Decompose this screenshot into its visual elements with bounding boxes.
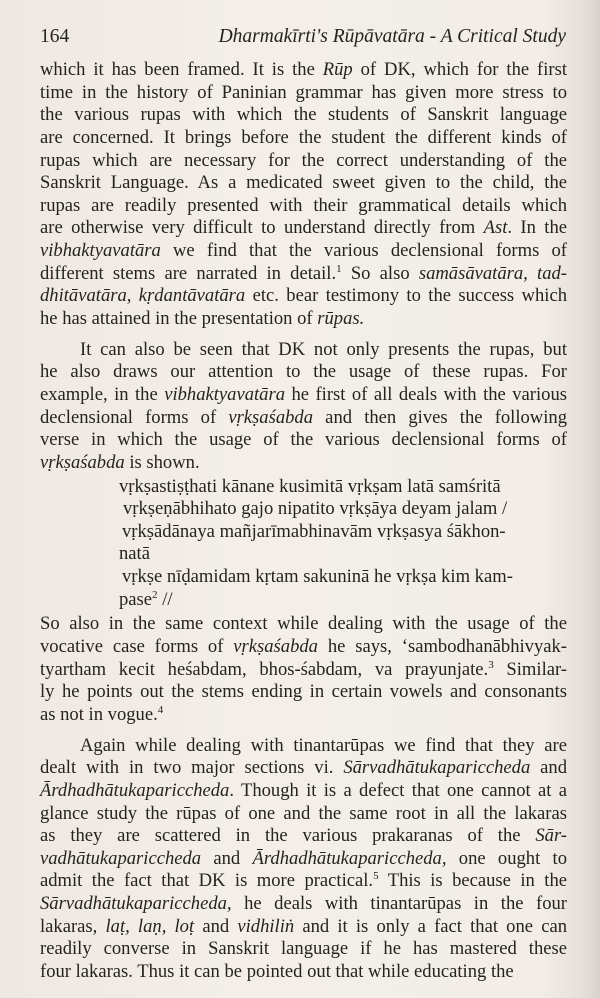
text-run: Sanskrit Language. As a medicated sweet given to the child, the: [40, 172, 567, 194]
italic-term: Rūp: [322, 59, 353, 80]
text-run: and it is only a fact that one can: [294, 915, 568, 937]
footnote-marker: 2: [152, 588, 158, 601]
italic-term: vibhaktyavatāra: [40, 240, 161, 262]
text-run: dealt with in two major sections vi.: [40, 757, 344, 779]
text-line: [40, 59, 567, 82]
footnote-marker: 3: [488, 658, 494, 671]
text-line: [40, 735, 567, 758]
text-line: [40, 848, 567, 871]
text-run: //: [157, 588, 173, 610]
italic-term: laṭ, laṇ, loṭ: [105, 915, 195, 937]
text-run: of DK, which for the first: [352, 59, 567, 80]
paragraph-3: [40, 613, 567, 726]
text-run: which it has been framed. It is the: [40, 59, 323, 80]
text-line: [40, 240, 567, 263]
text-line: [40, 704, 567, 727]
text-line: [40, 893, 567, 916]
text-line: [40, 938, 567, 961]
text-line: [40, 339, 567, 362]
text-run: the various rupas with which the students of Sanskrit language: [40, 104, 567, 126]
text-line: [40, 127, 567, 150]
footnote-marker: 4: [157, 703, 164, 716]
text-run: he has attained in the presentation of: [40, 308, 318, 330]
italic-term: vṛkṣaśabda: [40, 451, 125, 473]
italic-term: dhitāvatāra, kṛdantāvatāra: [40, 285, 246, 307]
text-line: [40, 407, 567, 430]
text-line: [40, 150, 567, 173]
text-line: [40, 384, 567, 407]
text-run: tyartham kecit heśabdam, bhos-śabdam, va prayunjate.: [40, 658, 489, 680]
verse-line: [40, 498, 567, 521]
italic-term: Sārvadhātukapariccheda,: [40, 893, 232, 915]
text-line: [40, 172, 567, 195]
text-line: [40, 613, 567, 636]
italic-term: samāsāvatāra, tad-: [418, 262, 567, 284]
text-run: and: [194, 915, 238, 937]
footnote-marker: 5: [373, 870, 379, 883]
text-line: [40, 361, 567, 384]
text-run: and: [201, 847, 253, 869]
text-run: as they are scattered in the various prakaranas of the: [40, 825, 536, 847]
text-line: [40, 82, 567, 105]
text-line: [40, 263, 567, 286]
text-run: he deals with tinantarūpas in the four: [231, 893, 567, 915]
text-run: one ought to: [446, 847, 567, 869]
text-run: are otherwise very difficult to understand directly from: [40, 217, 484, 239]
italic-term: vidhiliṅ: [237, 915, 295, 937]
text-line: [40, 681, 567, 704]
text-run: vṛkṣādānaya mañjarīmabhinavām vṛkṣasya śākhon-: [122, 520, 506, 542]
text-run: example, in the: [40, 383, 165, 405]
text-run: time in the history of Paninian grammar has given more stress to: [40, 81, 567, 103]
paragraph-2: [40, 339, 567, 475]
text-line: [40, 870, 567, 893]
text-run: is shown.: [124, 451, 200, 473]
text-run: declensional forms of: [40, 406, 229, 428]
italic-term: vadhātukapariccheda: [40, 847, 202, 869]
text-run: and: [530, 757, 568, 779]
text-run: rupas which are necessary for the correct understanding of the: [40, 149, 567, 171]
text-line: [40, 780, 567, 803]
text-run: It can also be seen that DK not only presents the rupas, but: [80, 338, 567, 360]
text-line: [40, 825, 567, 848]
text-line: [40, 452, 567, 475]
verse-line: [40, 589, 567, 612]
footnote-marker: 1: [336, 262, 342, 275]
text-run: rupas are readily presented with their grammatical details which: [40, 194, 567, 216]
text-run: and then gives the following: [313, 406, 567, 428]
text-line: [40, 285, 567, 308]
text-run: Again while dealing with tinantarūpas we find that they are: [80, 734, 567, 756]
verse-line: [40, 566, 567, 589]
text-run: glance study the rūpas of one and the same root in all the lakaras: [40, 802, 567, 824]
text-run: etc. bear testimony to the success which: [245, 285, 568, 307]
text-run: . Though it is a defect that one cannot at a: [229, 779, 567, 801]
text-line: [40, 916, 567, 939]
text-line: [40, 217, 567, 240]
text-run: . In the: [507, 217, 568, 239]
text-run: vṛkṣe nīḍamidam kṛtam sakuninā he vṛkṣa kim kam-: [122, 566, 513, 588]
verse-line: [40, 476, 567, 499]
text-line: [40, 429, 567, 452]
italic-term: vṛkṣaśabda: [228, 406, 314, 428]
italic-term: rūpas.: [317, 308, 365, 330]
italic-term: Ārdhadhātukapariccheda: [40, 779, 230, 801]
text-run: lakaras,: [40, 915, 106, 937]
text-run: pase: [119, 588, 153, 610]
text-run: are concerned. It brings before the student the different kinds of: [40, 126, 567, 148]
text-run: verse in which the usage of the various declensional forms of: [40, 429, 567, 451]
text-run: vṛkṣeṇābhihato gajo nipatito vṛkṣāya deyam jalam /: [123, 498, 508, 520]
italic-term: Sārvadhātukapariccheda: [343, 757, 531, 779]
page-body: [40, 59, 567, 984]
text-run: So also in the same context while dealing with the usage of the: [40, 613, 567, 635]
verse-line: [40, 543, 567, 566]
italic-term: Sār-: [535, 825, 567, 847]
text-run: natā: [119, 543, 150, 565]
text-run: he first of all deals with the various: [285, 383, 567, 405]
text-run: This is because in the: [378, 870, 568, 892]
text-run: So also: [341, 262, 419, 284]
text-line: [40, 308, 567, 331]
text-run: admit the fact that DK is more practical.: [40, 870, 374, 892]
text-line: [40, 659, 567, 682]
text-run: four lakaras. Thus it can be pointed out that while educating the: [40, 960, 514, 982]
text-run: he also draws our attention to the usage of these rupas. For: [40, 361, 567, 383]
running-header: [40, 26, 566, 52]
italic-term: vṛkṣaśabda: [233, 636, 318, 658]
text-line: [40, 757, 567, 780]
verse-block: [40, 476, 567, 612]
verse-line: [40, 521, 567, 544]
page-number: 164: [40, 26, 70, 47]
text-line: [40, 636, 567, 659]
running-title: Dharmakīrti's Rūpāvatāra - A Critical Study: [218, 26, 566, 47]
text-line: [40, 195, 567, 218]
italic-term: Ārdhadhātukapariccheda,: [252, 847, 447, 869]
text-run: as not in vogue.: [40, 703, 158, 725]
text-run: vocative case forms of: [40, 636, 234, 658]
text-line: [40, 104, 567, 127]
text-run: readily converse in Sanskrit language if he has mastered these: [40, 938, 567, 960]
text-run: vṛkṣastiṣṭhati kānane kusimitā vṛkṣam latā samśritā: [119, 475, 501, 497]
text-run: we find that the various declensional forms of: [160, 240, 567, 262]
italic-term: vibhaktyavatāra: [164, 383, 286, 405]
text-run: Similar-: [493, 658, 567, 680]
text-run: different stems are narrated in detail.: [40, 262, 337, 284]
paragraph-4: [40, 735, 567, 984]
text-line: [40, 803, 567, 826]
paragraph-1: [40, 59, 567, 331]
italic-term: Ast: [483, 217, 508, 239]
text-line: [40, 961, 567, 984]
text-run: ly he points out the stems ending in certain vowels and consonants: [40, 681, 567, 703]
text-run: he says, ‘sambodhanābhivyak-: [317, 636, 568, 658]
